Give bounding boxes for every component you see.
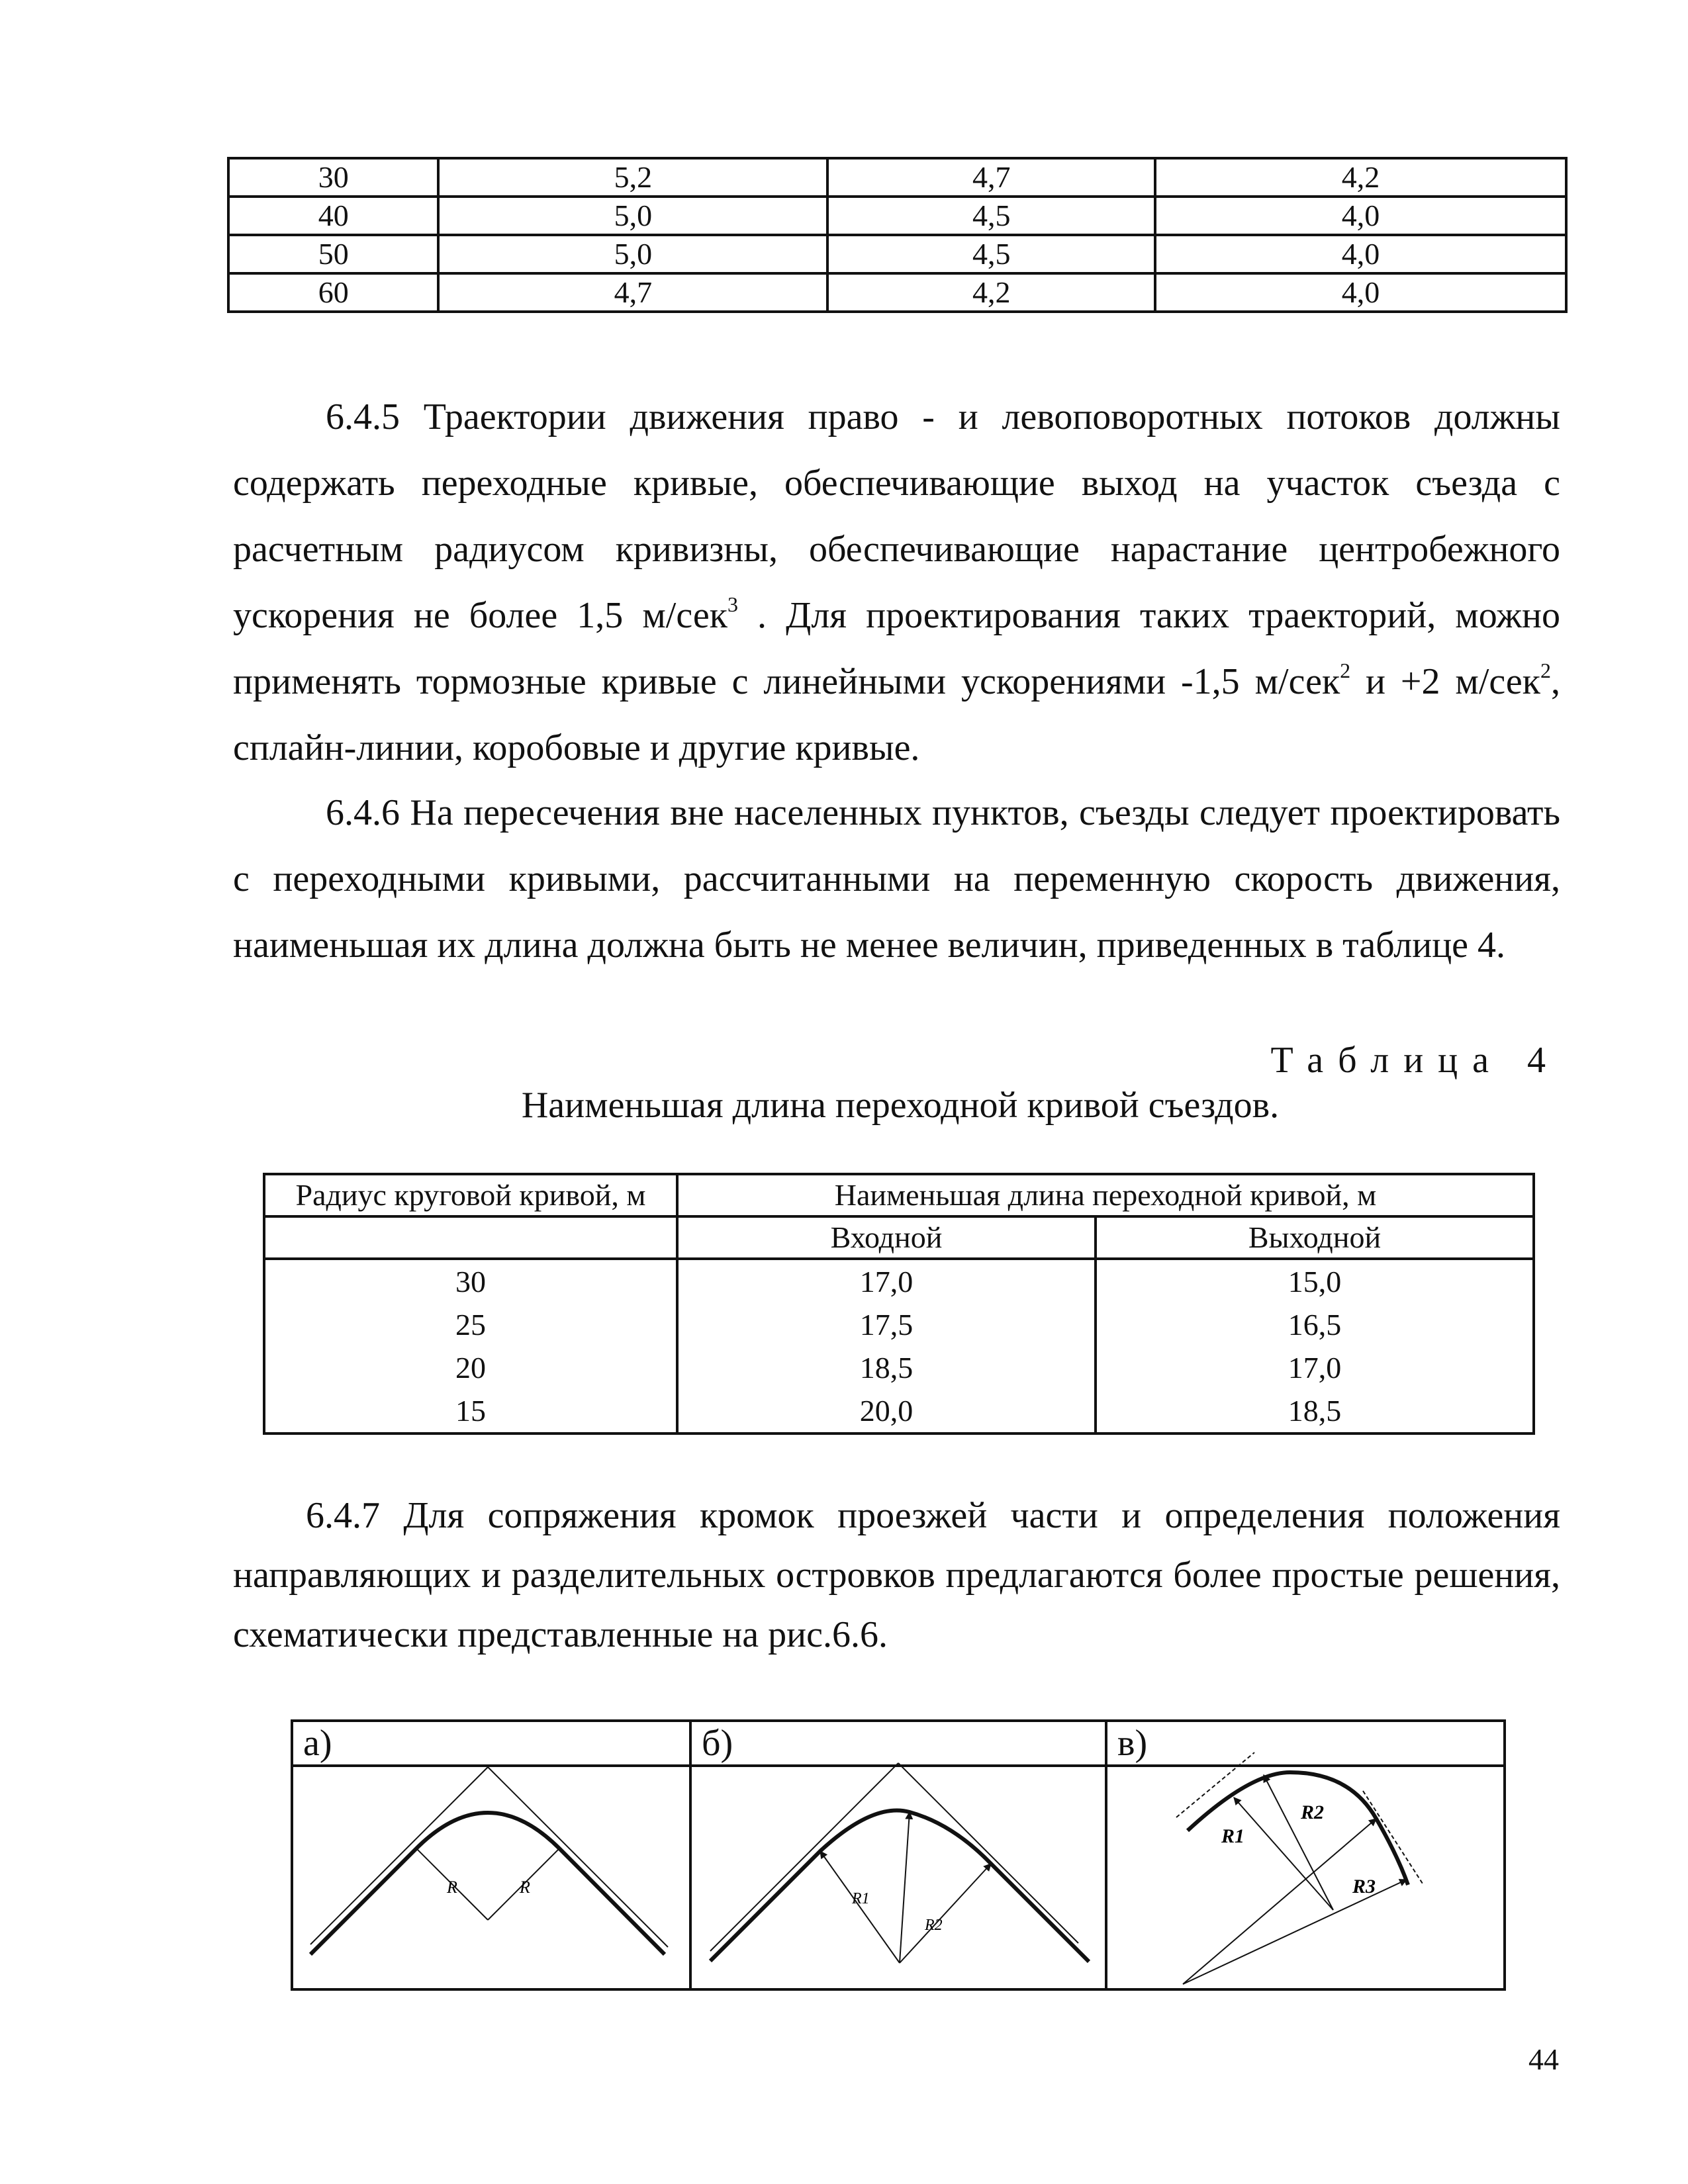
table-cell: 60 (228, 273, 438, 312)
para-text: 6.4.5 Траектории движения право - и левоповоротных потоков должны содержать переходные кривые, обеспечивающие выход на участок съезда с расчетным радиусом кривизны, обеспечивающие нарастание центробежного ускорения не более 1,5 м/сек (233, 396, 1560, 636)
table-cell: 30 (264, 1259, 677, 1303)
table-cell: 50 (228, 235, 438, 273)
paragraph-6-4-5 (233, 384, 1560, 781)
radius-label: R3 (1352, 1876, 1376, 1897)
superscript: 2 (1540, 659, 1551, 682)
superscript: 3 (727, 592, 738, 616)
panel-b-diagram (710, 1763, 1089, 1963)
figure-frame (292, 1721, 1505, 1989)
table-cell: 4,0 (1155, 273, 1566, 312)
table-cell: 15 (264, 1389, 677, 1433)
table-cell: 17,0 (1096, 1346, 1534, 1389)
table-cell: 25 (264, 1303, 677, 1346)
table-row (264, 1259, 1534, 1303)
table-cell: 18,5 (1096, 1389, 1534, 1433)
radius-label: R1 (852, 1890, 870, 1907)
header-entry: Входной (677, 1216, 1096, 1259)
para-text: . Для проектирования таких траекторий, можно применять тормозные кривые с линейными ускорениями -1,5 м/сек (233, 595, 1560, 702)
table-cell: 20 (264, 1346, 677, 1389)
panel-c-diagram (1176, 1752, 1423, 1984)
table-row (228, 197, 1566, 235)
table-cell: 18,5 (677, 1346, 1096, 1389)
header-exit: Выходной (1096, 1216, 1534, 1259)
table-cell: 4,2 (827, 273, 1155, 312)
continued-table (227, 157, 1568, 313)
figure-6-6 (291, 1719, 1506, 1991)
paragraph-6-4-6: 6.4.6 На пересечения вне населенных пунктов, съезды следует проектировать с переходными кривыми, рассчитанными на переменную скорость движения, наименьшая их длина должна быть не менее величин, приведенных в таблице 4. (233, 792, 1560, 966)
table-cell: 20,0 (677, 1389, 1096, 1433)
para-text: и +2 м/сек (1350, 661, 1540, 702)
panel-a-diagram (310, 1767, 668, 1954)
paragraph-6-4-7: 6.4.7 Для сопряжения кромок проезжей части и определения положения направляющих и разделительных островков предлагаются более простые решения, схематически представленные на рис.6.6. (233, 1495, 1560, 1655)
radius-label: R1 (1221, 1825, 1245, 1847)
panel-c-label: в) (1117, 1723, 1148, 1764)
radius-label: R2 (925, 1917, 943, 1934)
table-4 (263, 1173, 1535, 1435)
radius-label: R (447, 1878, 457, 1897)
header-radius: Радиус круговой кривой, м (264, 1174, 677, 1216)
panel-b-label: б) (702, 1723, 733, 1764)
para-text: , сплайн-линии, коробовые и другие кривые. (233, 661, 1560, 768)
table-cell: 4,5 (827, 235, 1155, 273)
panel-a-label: а) (303, 1723, 332, 1764)
table-cell: 17,0 (677, 1259, 1096, 1303)
table-cell: 4,7 (827, 158, 1155, 197)
table-row (228, 235, 1566, 273)
table-cell: 15,0 (1096, 1259, 1534, 1303)
table-cell: 17,5 (677, 1303, 1096, 1346)
table-cell: 16,5 (1096, 1303, 1534, 1346)
table-cell: 4,0 (1155, 235, 1566, 273)
table-cell: 5,2 (438, 158, 827, 197)
table-cell: 40 (228, 197, 438, 235)
table-row (228, 273, 1566, 312)
table-cell: 5,0 (438, 235, 827, 273)
table-label: Таблица 4 (1270, 1040, 1560, 1081)
table-cell: 30 (228, 158, 438, 197)
table-row (264, 1346, 1534, 1389)
table-row (264, 1389, 1534, 1433)
table-cell: 4,7 (438, 273, 827, 312)
table-cell: 4,2 (1155, 158, 1566, 197)
table-cell: 4,0 (1155, 197, 1566, 235)
header-length: Наименьшая длина переходной кривой, м (677, 1174, 1534, 1216)
table-cell: 4,5 (827, 197, 1155, 235)
radius-label: R2 (1301, 1801, 1325, 1823)
superscript: 2 (1340, 659, 1351, 682)
page-number: 44 (1528, 2042, 1559, 2076)
table-row (264, 1303, 1534, 1346)
table-cell: 5,0 (438, 197, 827, 235)
table-row (228, 158, 1566, 197)
radius-label: R (520, 1878, 530, 1897)
table-caption: Наименьшая длина переходной кривой съездов. (521, 1085, 1280, 1126)
header-empty (264, 1216, 677, 1259)
